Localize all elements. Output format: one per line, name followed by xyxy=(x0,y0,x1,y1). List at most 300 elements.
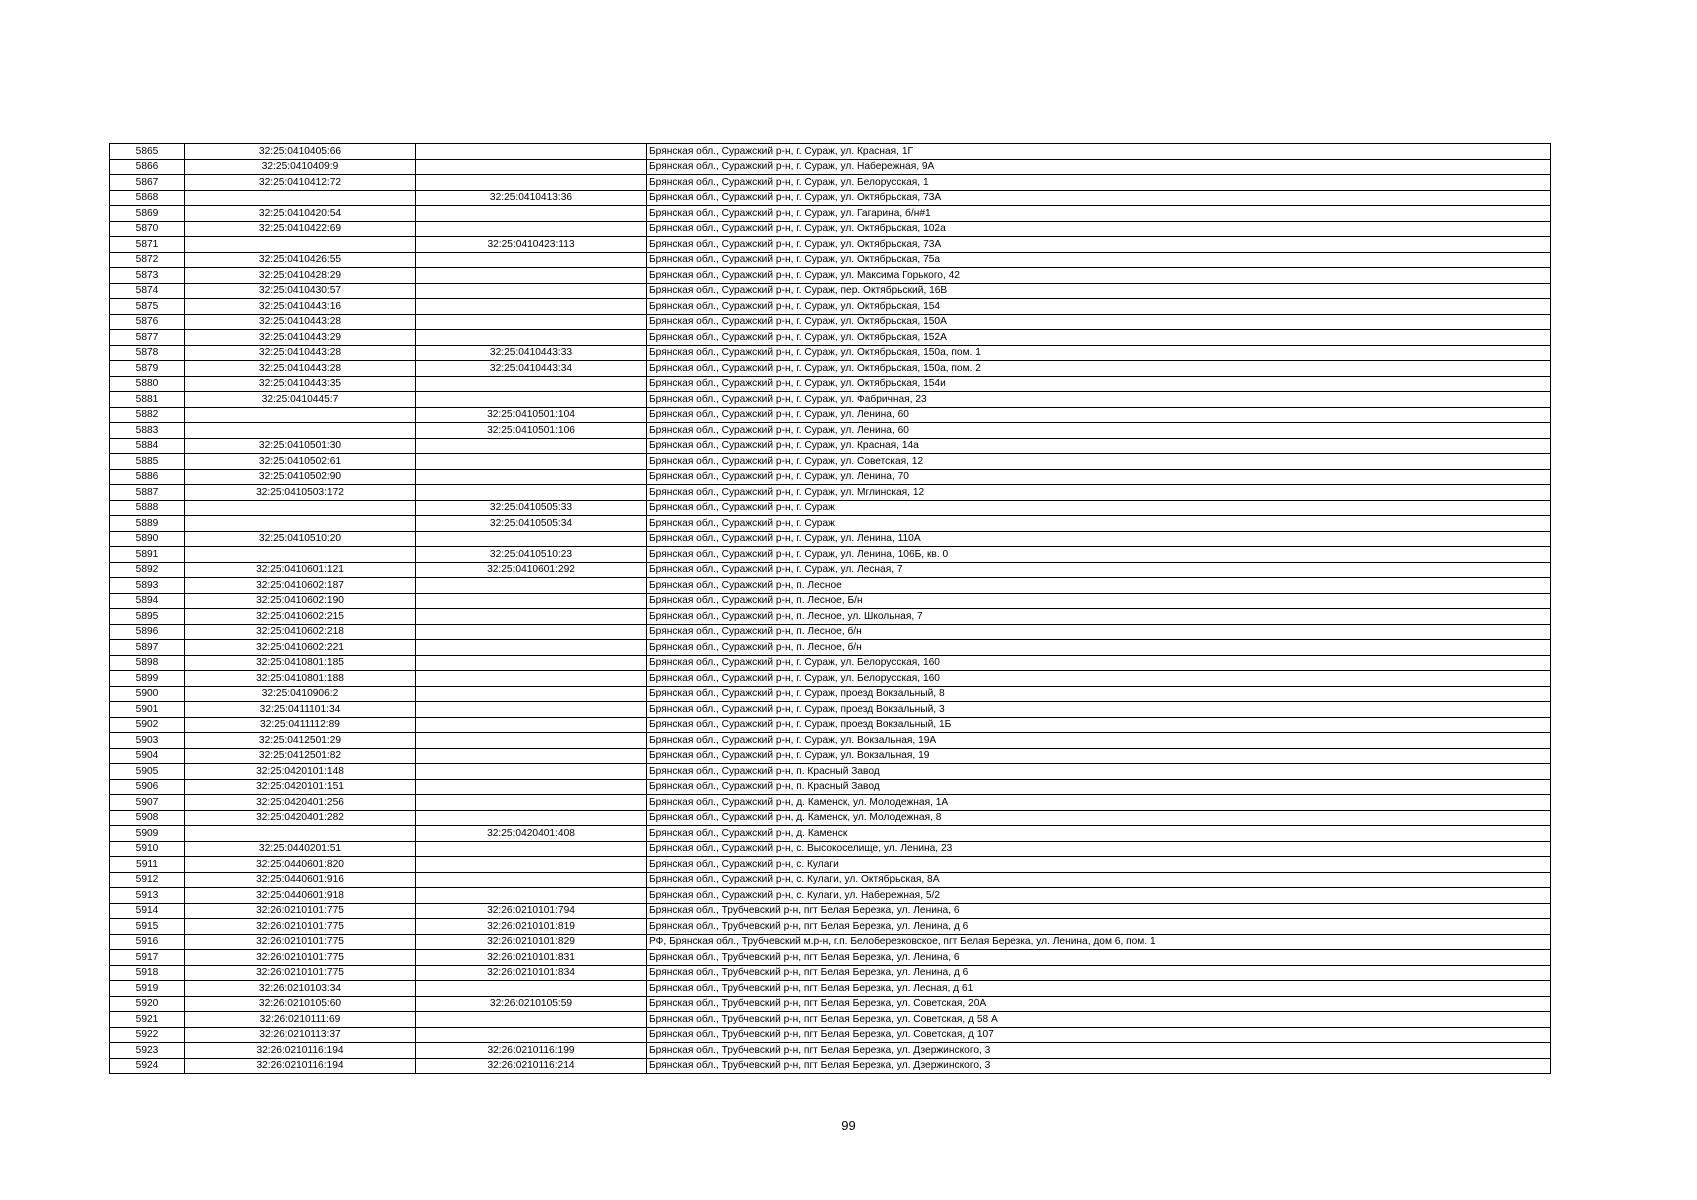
cadastral-number-cell: 32:25:0410443:29 xyxy=(185,330,416,346)
room-cadastral-number-cell xyxy=(416,640,647,656)
row-number-cell: 5911 xyxy=(110,857,185,873)
row-number-cell: 5897 xyxy=(110,640,185,656)
address-cell: Брянская обл., Суражский р-н, п. Лесное xyxy=(647,578,1551,594)
address-cell: Брянская обл., Суражский р-н, п. Красный Завод xyxy=(647,779,1551,795)
room-cadastral-number-cell: 32:26:0210105:59 xyxy=(416,996,647,1012)
cadastral-number-cell xyxy=(185,423,416,439)
table-row xyxy=(110,655,1551,671)
row-number-cell: 5888 xyxy=(110,500,185,516)
table-row xyxy=(110,221,1551,237)
cadastral-number-cell: 32:26:0210103:34 xyxy=(185,981,416,997)
cadastral-number-cell: 32:25:0410602:190 xyxy=(185,593,416,609)
row-number-cell: 5892 xyxy=(110,562,185,578)
table-row xyxy=(110,640,1551,656)
cadastral-number-cell: 32:25:0410430:57 xyxy=(185,283,416,299)
address-cell: Брянская обл., Суражский р-н, г. Сураж, ул. Октябрьская, 102а xyxy=(647,221,1551,237)
room-cadastral-number-cell xyxy=(416,888,647,904)
table-row xyxy=(110,903,1551,919)
address-cell: Брянская обл., Трубчевский р-н, пгт Белая Березка, ул. Советская, 20А xyxy=(647,996,1551,1012)
address-cell: Брянская обл., Суражский р-н, г. Сураж, ул. Белорусская, 160 xyxy=(647,655,1551,671)
table-row xyxy=(110,578,1551,594)
address-cell: Брянская обл., Суражский р-н, г. Сураж, ул. Фабричная, 23 xyxy=(647,392,1551,408)
address-cell: Брянская обл., Трубчевский р-н, пгт Белая Березка, ул. Дзержинского, 3 xyxy=(647,1058,1551,1074)
address-cell: Брянская обл., Суражский р-н, г. Сураж, ул. Максима Горького, 42 xyxy=(647,268,1551,284)
address-cell: Брянская обл., Трубчевский р-н, пгт Белая Березка, ул. Советская, д 58 А xyxy=(647,1012,1551,1028)
cadastral-number-cell: 32:25:0410445:7 xyxy=(185,392,416,408)
room-cadastral-number-cell: 32:25:0420401:408 xyxy=(416,826,647,842)
cadastral-number-cell: 32:25:0410409:9 xyxy=(185,159,416,175)
table-row xyxy=(110,1043,1551,1059)
table-row xyxy=(110,717,1551,733)
cadastral-number-cell: 32:26:0210116:194 xyxy=(185,1058,416,1074)
table-row xyxy=(110,671,1551,687)
address-cell: Брянская обл., Суражский р-н, с. Кулаги, ул. Набережная, 5/2 xyxy=(647,888,1551,904)
address-cell: Брянская обл., Суражский р-н, г. Сураж, ул. Белорусская, 160 xyxy=(647,671,1551,687)
cadastral-number-cell: 32:25:0411112:89 xyxy=(185,717,416,733)
address-cell: Брянская обл., Суражский р-н, г. Сураж, ул. Гагарина, б/н#1 xyxy=(647,206,1551,222)
row-number-cell: 5902 xyxy=(110,717,185,733)
row-number-cell: 5868 xyxy=(110,190,185,206)
room-cadastral-number-cell: 32:26:0210101:794 xyxy=(416,903,647,919)
cadastral-number-cell: 32:26:0210101:775 xyxy=(185,965,416,981)
row-number-cell: 5880 xyxy=(110,376,185,392)
table-row xyxy=(110,795,1551,811)
room-cadastral-number-cell xyxy=(416,841,647,857)
row-number-cell: 5920 xyxy=(110,996,185,1012)
room-cadastral-number-cell: 32:25:0410501:106 xyxy=(416,423,647,439)
address-cell: Брянская обл., Суражский р-н, с. Кулаги, ул. Октябрьская, 8А xyxy=(647,872,1551,888)
table-row xyxy=(110,407,1551,423)
row-number-cell: 5889 xyxy=(110,516,185,532)
room-cadastral-number-cell xyxy=(416,717,647,733)
cadastral-number-cell: 32:25:0440201:51 xyxy=(185,841,416,857)
room-cadastral-number-cell: 32:26:0210116:199 xyxy=(416,1043,647,1059)
row-number-cell: 5891 xyxy=(110,547,185,563)
room-cadastral-number-cell: 32:25:0410413:36 xyxy=(416,190,647,206)
cadastral-number-cell: 32:25:0412501:29 xyxy=(185,733,416,749)
cadastral-number-cell: 32:26:0210101:775 xyxy=(185,903,416,919)
room-cadastral-number-cell xyxy=(416,748,647,764)
row-number-cell: 5895 xyxy=(110,609,185,625)
room-cadastral-number-cell: 32:25:0410505:33 xyxy=(416,500,647,516)
cadastral-number-cell: 32:25:0410420:54 xyxy=(185,206,416,222)
room-cadastral-number-cell xyxy=(416,857,647,873)
cadastral-number-cell: 32:26:0210101:775 xyxy=(185,919,416,935)
room-cadastral-number-cell xyxy=(416,268,647,284)
address-cell: Брянская обл., Суражский р-н, г. Сураж, ул. Набережная, 9А xyxy=(647,159,1551,175)
address-cell: Брянская обл., Суражский р-н, г. Сураж, проезд Вокзальный, 8 xyxy=(647,686,1551,702)
room-cadastral-number-cell xyxy=(416,702,647,718)
table-row xyxy=(110,981,1551,997)
table-row xyxy=(110,1012,1551,1028)
table-row xyxy=(110,159,1551,175)
room-cadastral-number-cell xyxy=(416,1012,647,1028)
table-row xyxy=(110,237,1551,253)
room-cadastral-number-cell xyxy=(416,330,647,346)
row-number-cell: 5907 xyxy=(110,795,185,811)
address-cell: Брянская обл., Трубчевский р-н, пгт Белая Березка, ул. Ленина, 6 xyxy=(647,903,1551,919)
table-row xyxy=(110,950,1551,966)
cadastral-number-cell: 32:25:0420401:282 xyxy=(185,810,416,826)
address-cell: Брянская обл., Суражский р-н, г. Сураж, ул. Октябрьская, 150а, пом. 1 xyxy=(647,345,1551,361)
room-cadastral-number-cell xyxy=(416,671,647,687)
room-cadastral-number-cell: 32:26:0210116:214 xyxy=(416,1058,647,1074)
cadastral-number-cell: 32:25:0410601:121 xyxy=(185,562,416,578)
room-cadastral-number-cell xyxy=(416,376,647,392)
row-number-cell: 5869 xyxy=(110,206,185,222)
address-cell: Брянская обл., Суражский р-н, г. Сураж, ул. Красная, 1Г xyxy=(647,144,1551,160)
cadastral-number-cell: 32:25:0440601:918 xyxy=(185,888,416,904)
address-cell: Брянская обл., Суражский р-н, г. Сураж, ул. Октябрьская, 73А xyxy=(647,190,1551,206)
property-registry-table xyxy=(109,143,1551,1074)
row-number-cell: 5900 xyxy=(110,686,185,702)
table-row xyxy=(110,547,1551,563)
table-row xyxy=(110,965,1551,981)
address-cell: Брянская обл., Суражский р-н, п. Лесное, ул. Школьная, 7 xyxy=(647,609,1551,625)
table-row xyxy=(110,996,1551,1012)
address-cell: Брянская обл., Трубчевский р-н, пгт Белая Березка, ул. Ленина, д 6 xyxy=(647,919,1551,935)
room-cadastral-number-cell: 32:26:0210101:819 xyxy=(416,919,647,935)
room-cadastral-number-cell: 32:25:0410443:34 xyxy=(416,361,647,377)
table-row xyxy=(110,392,1551,408)
table-row xyxy=(110,810,1551,826)
address-cell: Брянская обл., Суражский р-н, г. Сураж, ул. Ленина, 60 xyxy=(647,423,1551,439)
row-number-cell: 5894 xyxy=(110,593,185,609)
address-cell: Брянская обл., Суражский р-н, п. Лесное, Б/н xyxy=(647,593,1551,609)
table-row xyxy=(110,686,1551,702)
row-number-cell: 5908 xyxy=(110,810,185,826)
table-row xyxy=(110,314,1551,330)
cadastral-number-cell: 32:25:0410443:35 xyxy=(185,376,416,392)
room-cadastral-number-cell: 32:25:0410501:104 xyxy=(416,407,647,423)
table-row xyxy=(110,702,1551,718)
row-number-cell: 5915 xyxy=(110,919,185,935)
table-row xyxy=(110,469,1551,485)
row-number-cell: 5916 xyxy=(110,934,185,950)
table-row xyxy=(110,206,1551,222)
row-number-cell: 5877 xyxy=(110,330,185,346)
address-cell: Брянская обл., Суражский р-н, г. Сураж, ул. Октябрьская, 150а, пом. 2 xyxy=(647,361,1551,377)
table-row xyxy=(110,190,1551,206)
row-number-cell: 5893 xyxy=(110,578,185,594)
address-cell: Брянская обл., Трубчевский р-н, пгт Белая Березка, ул. Ленина, д 6 xyxy=(647,965,1551,981)
table-row xyxy=(110,919,1551,935)
room-cadastral-number-cell xyxy=(416,593,647,609)
row-number-cell: 5872 xyxy=(110,252,185,268)
row-number-cell: 5922 xyxy=(110,1027,185,1043)
cadastral-number-cell: 32:25:0410443:28 xyxy=(185,314,416,330)
room-cadastral-number-cell xyxy=(416,221,647,237)
row-number-cell: 5906 xyxy=(110,779,185,795)
table-row xyxy=(110,361,1551,377)
room-cadastral-number-cell xyxy=(416,283,647,299)
row-number-cell: 5918 xyxy=(110,965,185,981)
address-cell: Брянская обл., Суражский р-н, г. Сураж, пер. Октябрьский, 16В xyxy=(647,283,1551,299)
room-cadastral-number-cell: 32:25:0410601:292 xyxy=(416,562,647,578)
room-cadastral-number-cell xyxy=(416,485,647,501)
table-row xyxy=(110,500,1551,516)
room-cadastral-number-cell xyxy=(416,252,647,268)
cadastral-number-cell xyxy=(185,500,416,516)
row-number-cell: 5885 xyxy=(110,454,185,470)
cadastral-number-cell: 32:25:0410502:61 xyxy=(185,454,416,470)
address-cell: Брянская обл., Суражский р-н, г. Сураж, ул. Ленина, 70 xyxy=(647,469,1551,485)
table-row xyxy=(110,779,1551,795)
cadastral-number-cell: 32:25:0410428:29 xyxy=(185,268,416,284)
room-cadastral-number-cell xyxy=(416,531,647,547)
cadastral-number-cell: 32:25:0410906:2 xyxy=(185,686,416,702)
address-cell: Брянская обл., Суражский р-н, с. Кулаги xyxy=(647,857,1551,873)
row-number-cell: 5890 xyxy=(110,531,185,547)
row-number-cell: 5875 xyxy=(110,299,185,315)
cadastral-number-cell: 32:25:0410443:16 xyxy=(185,299,416,315)
table-row xyxy=(110,872,1551,888)
cadastral-number-cell: 32:25:0410502:90 xyxy=(185,469,416,485)
table-row xyxy=(110,748,1551,764)
row-number-cell: 5867 xyxy=(110,175,185,191)
cadastral-number-cell xyxy=(185,547,416,563)
room-cadastral-number-cell xyxy=(416,764,647,780)
cadastral-number-cell: 32:25:0410501:30 xyxy=(185,438,416,454)
room-cadastral-number-cell xyxy=(416,469,647,485)
table-row xyxy=(110,1027,1551,1043)
address-cell: Брянская обл., Суражский р-н, г. Сураж, ул. Октябрьская, 73А xyxy=(647,237,1551,253)
address-cell: Брянская обл., Суражский р-н, г. Сураж xyxy=(647,500,1551,516)
row-number-cell: 5866 xyxy=(110,159,185,175)
table-row xyxy=(110,252,1551,268)
room-cadastral-number-cell xyxy=(416,144,647,160)
address-cell: Брянская обл., Суражский р-н, г. Сураж, ул. Красная, 14а xyxy=(647,438,1551,454)
cadastral-number-cell: 32:25:0410443:28 xyxy=(185,345,416,361)
room-cadastral-number-cell xyxy=(416,872,647,888)
room-cadastral-number-cell xyxy=(416,981,647,997)
room-cadastral-number-cell: 32:25:0410423:113 xyxy=(416,237,647,253)
address-cell: Брянская обл., Трубчевский р-н, пгт Белая Березка, ул. Дзержинского, 3 xyxy=(647,1043,1551,1059)
room-cadastral-number-cell: 32:26:0210101:834 xyxy=(416,965,647,981)
address-cell: Брянская обл., Трубчевский р-н, пгт Белая Березка, ул. Советская, д 107 xyxy=(647,1027,1551,1043)
table-row xyxy=(110,485,1551,501)
cadastral-number-cell: 32:26:0210113:37 xyxy=(185,1027,416,1043)
registry-sheet xyxy=(109,143,1550,1074)
address-cell: Брянская обл., Суражский р-н, г. Сураж, ул. Октябрьская, 154и xyxy=(647,376,1551,392)
row-number-cell: 5883 xyxy=(110,423,185,439)
address-cell: Брянская обл., Суражский р-н, г. Сураж, ул. Вокзальная, 19А xyxy=(647,733,1551,749)
table-row xyxy=(110,454,1551,470)
row-number-cell: 5878 xyxy=(110,345,185,361)
cadastral-number-cell: 32:25:0440601:916 xyxy=(185,872,416,888)
table-row xyxy=(110,438,1551,454)
cadastral-number-cell: 32:25:0410510:20 xyxy=(185,531,416,547)
room-cadastral-number-cell xyxy=(416,454,647,470)
address-cell: РФ, Брянская обл., Трубчевский м.р-н, г.п. Белоберезковское, пгт Белая Березка, ул. Ленина, дом 6, пом. 1 xyxy=(647,934,1551,950)
table-row xyxy=(110,764,1551,780)
cadastral-number-cell: 32:25:0410602:187 xyxy=(185,578,416,594)
row-number-cell: 5923 xyxy=(110,1043,185,1059)
address-cell: Брянская обл., Суражский р-н, г. Сураж, ул. Советская, 12 xyxy=(647,454,1551,470)
cadastral-number-cell: 32:26:0210111:69 xyxy=(185,1012,416,1028)
table-row xyxy=(110,283,1551,299)
room-cadastral-number-cell: 32:25:0410510:23 xyxy=(416,547,647,563)
cadastral-number-cell: 32:25:0410422:69 xyxy=(185,221,416,237)
address-cell: Брянская обл., Суражский р-н, г. Сураж, ул. Белорусская, 1 xyxy=(647,175,1551,191)
table-row xyxy=(110,423,1551,439)
address-cell: Брянская обл., Суражский р-н, г. Сураж, ул. Вокзальная, 19 xyxy=(647,748,1551,764)
row-number-cell: 5912 xyxy=(110,872,185,888)
table-row xyxy=(110,826,1551,842)
cadastral-number-cell: 32:25:0410602:221 xyxy=(185,640,416,656)
address-cell: Брянская обл., Суражский р-н, с. Высокоселище, ул. Ленина, 23 xyxy=(647,841,1551,857)
row-number-cell: 5921 xyxy=(110,1012,185,1028)
cadastral-number-cell: 32:25:0410503:172 xyxy=(185,485,416,501)
table-row xyxy=(110,562,1551,578)
table-row xyxy=(110,299,1551,315)
row-number-cell: 5870 xyxy=(110,221,185,237)
row-number-cell: 5886 xyxy=(110,469,185,485)
address-cell: Брянская обл., Трубчевский р-н, пгт Белая Березка, ул. Лесная, д 61 xyxy=(647,981,1551,997)
address-cell: Брянская обл., Суражский р-н, д. Каменск, ул. Молодежная, 1А xyxy=(647,795,1551,811)
row-number-cell: 5881 xyxy=(110,392,185,408)
cadastral-number-cell: 32:25:0410443:28 xyxy=(185,361,416,377)
room-cadastral-number-cell xyxy=(416,779,647,795)
room-cadastral-number-cell xyxy=(416,733,647,749)
row-number-cell: 5919 xyxy=(110,981,185,997)
address-cell: Брянская обл., Суражский р-н, г. Сураж, ул. Ленина, 110А xyxy=(647,531,1551,547)
row-number-cell: 5882 xyxy=(110,407,185,423)
table-row xyxy=(110,268,1551,284)
row-number-cell: 5898 xyxy=(110,655,185,671)
row-number-cell: 5909 xyxy=(110,826,185,842)
room-cadastral-number-cell xyxy=(416,686,647,702)
row-number-cell: 5901 xyxy=(110,702,185,718)
address-cell: Брянская обл., Суражский р-н, п. Лесное, б/н xyxy=(647,640,1551,656)
room-cadastral-number-cell xyxy=(416,175,647,191)
address-cell: Брянская обл., Суражский р-н, г. Сураж, ул. Ленина, 106Б, кв. 0 xyxy=(647,547,1551,563)
room-cadastral-number-cell xyxy=(416,795,647,811)
address-cell: Брянская обл., Суражский р-н, г. Сураж, ул. Октябрьская, 75а xyxy=(647,252,1551,268)
row-number-cell: 5913 xyxy=(110,888,185,904)
room-cadastral-number-cell: 32:25:0410505:34 xyxy=(416,516,647,532)
table-row xyxy=(110,175,1551,191)
table-row xyxy=(110,593,1551,609)
row-number-cell: 5910 xyxy=(110,841,185,857)
room-cadastral-number-cell: 32:26:0210101:831 xyxy=(416,950,647,966)
address-cell: Брянская обл., Суражский р-н, г. Сураж, ул. Октябрьская, 152А xyxy=(647,330,1551,346)
address-cell: Брянская обл., Суражский р-н, д. Каменск xyxy=(647,826,1551,842)
room-cadastral-number-cell xyxy=(416,314,647,330)
room-cadastral-number-cell: 32:26:0210101:829 xyxy=(416,934,647,950)
row-number-cell: 5914 xyxy=(110,903,185,919)
address-cell: Брянская обл., Суражский р-н, п. Лесное, б/н xyxy=(647,624,1551,640)
table-row xyxy=(110,144,1551,160)
cadastral-number-cell xyxy=(185,190,416,206)
address-cell: Брянская обл., Суражский р-н, г. Сураж, проезд Вокзальный, 1Б xyxy=(647,717,1551,733)
row-number-cell: 5884 xyxy=(110,438,185,454)
table-row xyxy=(110,888,1551,904)
row-number-cell: 5887 xyxy=(110,485,185,501)
cadastral-number-cell: 32:25:0420101:151 xyxy=(185,779,416,795)
address-cell: Брянская обл., Суражский р-н, г. Сураж, проезд Вокзальный, 3 xyxy=(647,702,1551,718)
room-cadastral-number-cell xyxy=(416,438,647,454)
cadastral-number-cell: 32:25:0420401:256 xyxy=(185,795,416,811)
table-row xyxy=(110,934,1551,950)
row-number-cell: 5879 xyxy=(110,361,185,377)
room-cadastral-number-cell xyxy=(416,655,647,671)
row-number-cell: 5917 xyxy=(110,950,185,966)
table-row xyxy=(110,1058,1551,1074)
cadastral-number-cell: 32:25:0410602:215 xyxy=(185,609,416,625)
cadastral-number-cell: 32:26:0210105:60 xyxy=(185,996,416,1012)
registry-table-body xyxy=(110,144,1551,1074)
row-number-cell: 5924 xyxy=(110,1058,185,1074)
cadastral-number-cell xyxy=(185,826,416,842)
row-number-cell: 5896 xyxy=(110,624,185,640)
cadastral-number-cell: 32:25:0410405:66 xyxy=(185,144,416,160)
cadastral-number-cell: 32:26:0210101:775 xyxy=(185,950,416,966)
row-number-cell: 5873 xyxy=(110,268,185,284)
row-number-cell: 5874 xyxy=(110,283,185,299)
cadastral-number-cell: 32:25:0410801:185 xyxy=(185,655,416,671)
room-cadastral-number-cell xyxy=(416,810,647,826)
cadastral-number-cell xyxy=(185,516,416,532)
cadastral-number-cell xyxy=(185,237,416,253)
page-number: 99 xyxy=(841,1118,856,1133)
table-row xyxy=(110,841,1551,857)
cadastral-number-cell: 32:25:0440601:820 xyxy=(185,857,416,873)
room-cadastral-number-cell xyxy=(416,299,647,315)
cadastral-number-cell: 32:26:0210116:194 xyxy=(185,1043,416,1059)
cadastral-number-cell: 32:25:0420101:148 xyxy=(185,764,416,780)
table-row xyxy=(110,624,1551,640)
room-cadastral-number-cell xyxy=(416,206,647,222)
address-cell: Брянская обл., Суражский р-н, д. Каменск, ул. Молодежная, 8 xyxy=(647,810,1551,826)
table-row xyxy=(110,330,1551,346)
row-number-cell: 5905 xyxy=(110,764,185,780)
address-cell: Брянская обл., Суражский р-н, г. Сураж, ул. Октябрьская, 150А xyxy=(647,314,1551,330)
table-row xyxy=(110,857,1551,873)
cadastral-number-cell: 32:25:0410801:188 xyxy=(185,671,416,687)
room-cadastral-number-cell: 32:25:0410443:33 xyxy=(416,345,647,361)
room-cadastral-number-cell xyxy=(416,1027,647,1043)
row-number-cell: 5865 xyxy=(110,144,185,160)
row-number-cell: 5899 xyxy=(110,671,185,687)
cadastral-number-cell: 32:25:0410602:218 xyxy=(185,624,416,640)
row-number-cell: 5876 xyxy=(110,314,185,330)
cadastral-number-cell: 32:25:0410412:72 xyxy=(185,175,416,191)
address-cell: Брянская обл., Суражский р-н, г. Сураж, ул. Мглинская, 12 xyxy=(647,485,1551,501)
room-cadastral-number-cell xyxy=(416,609,647,625)
cadastral-number-cell xyxy=(185,407,416,423)
cadastral-number-cell: 32:25:0411101:34 xyxy=(185,702,416,718)
table-row xyxy=(110,376,1551,392)
row-number-cell: 5904 xyxy=(110,748,185,764)
table-row xyxy=(110,609,1551,625)
table-row xyxy=(110,531,1551,547)
room-cadastral-number-cell xyxy=(416,159,647,175)
room-cadastral-number-cell xyxy=(416,392,647,408)
address-cell: Брянская обл., Суражский р-н, г. Сураж, ул. Октябрьская, 154 xyxy=(647,299,1551,315)
table-row xyxy=(110,345,1551,361)
row-number-cell: 5871 xyxy=(110,237,185,253)
address-cell: Брянская обл., Трубчевский р-н, пгт Белая Березка, ул. Ленина, 6 xyxy=(647,950,1551,966)
cadastral-number-cell: 32:25:0412501:82 xyxy=(185,748,416,764)
row-number-cell: 5903 xyxy=(110,733,185,749)
table-row xyxy=(110,516,1551,532)
cadastral-number-cell: 32:26:0210101:775 xyxy=(185,934,416,950)
cadastral-number-cell: 32:25:0410426:55 xyxy=(185,252,416,268)
table-row xyxy=(110,733,1551,749)
room-cadastral-number-cell xyxy=(416,578,647,594)
address-cell: Брянская обл., Суражский р-н, г. Сураж, ул. Ленина, 60 xyxy=(647,407,1551,423)
